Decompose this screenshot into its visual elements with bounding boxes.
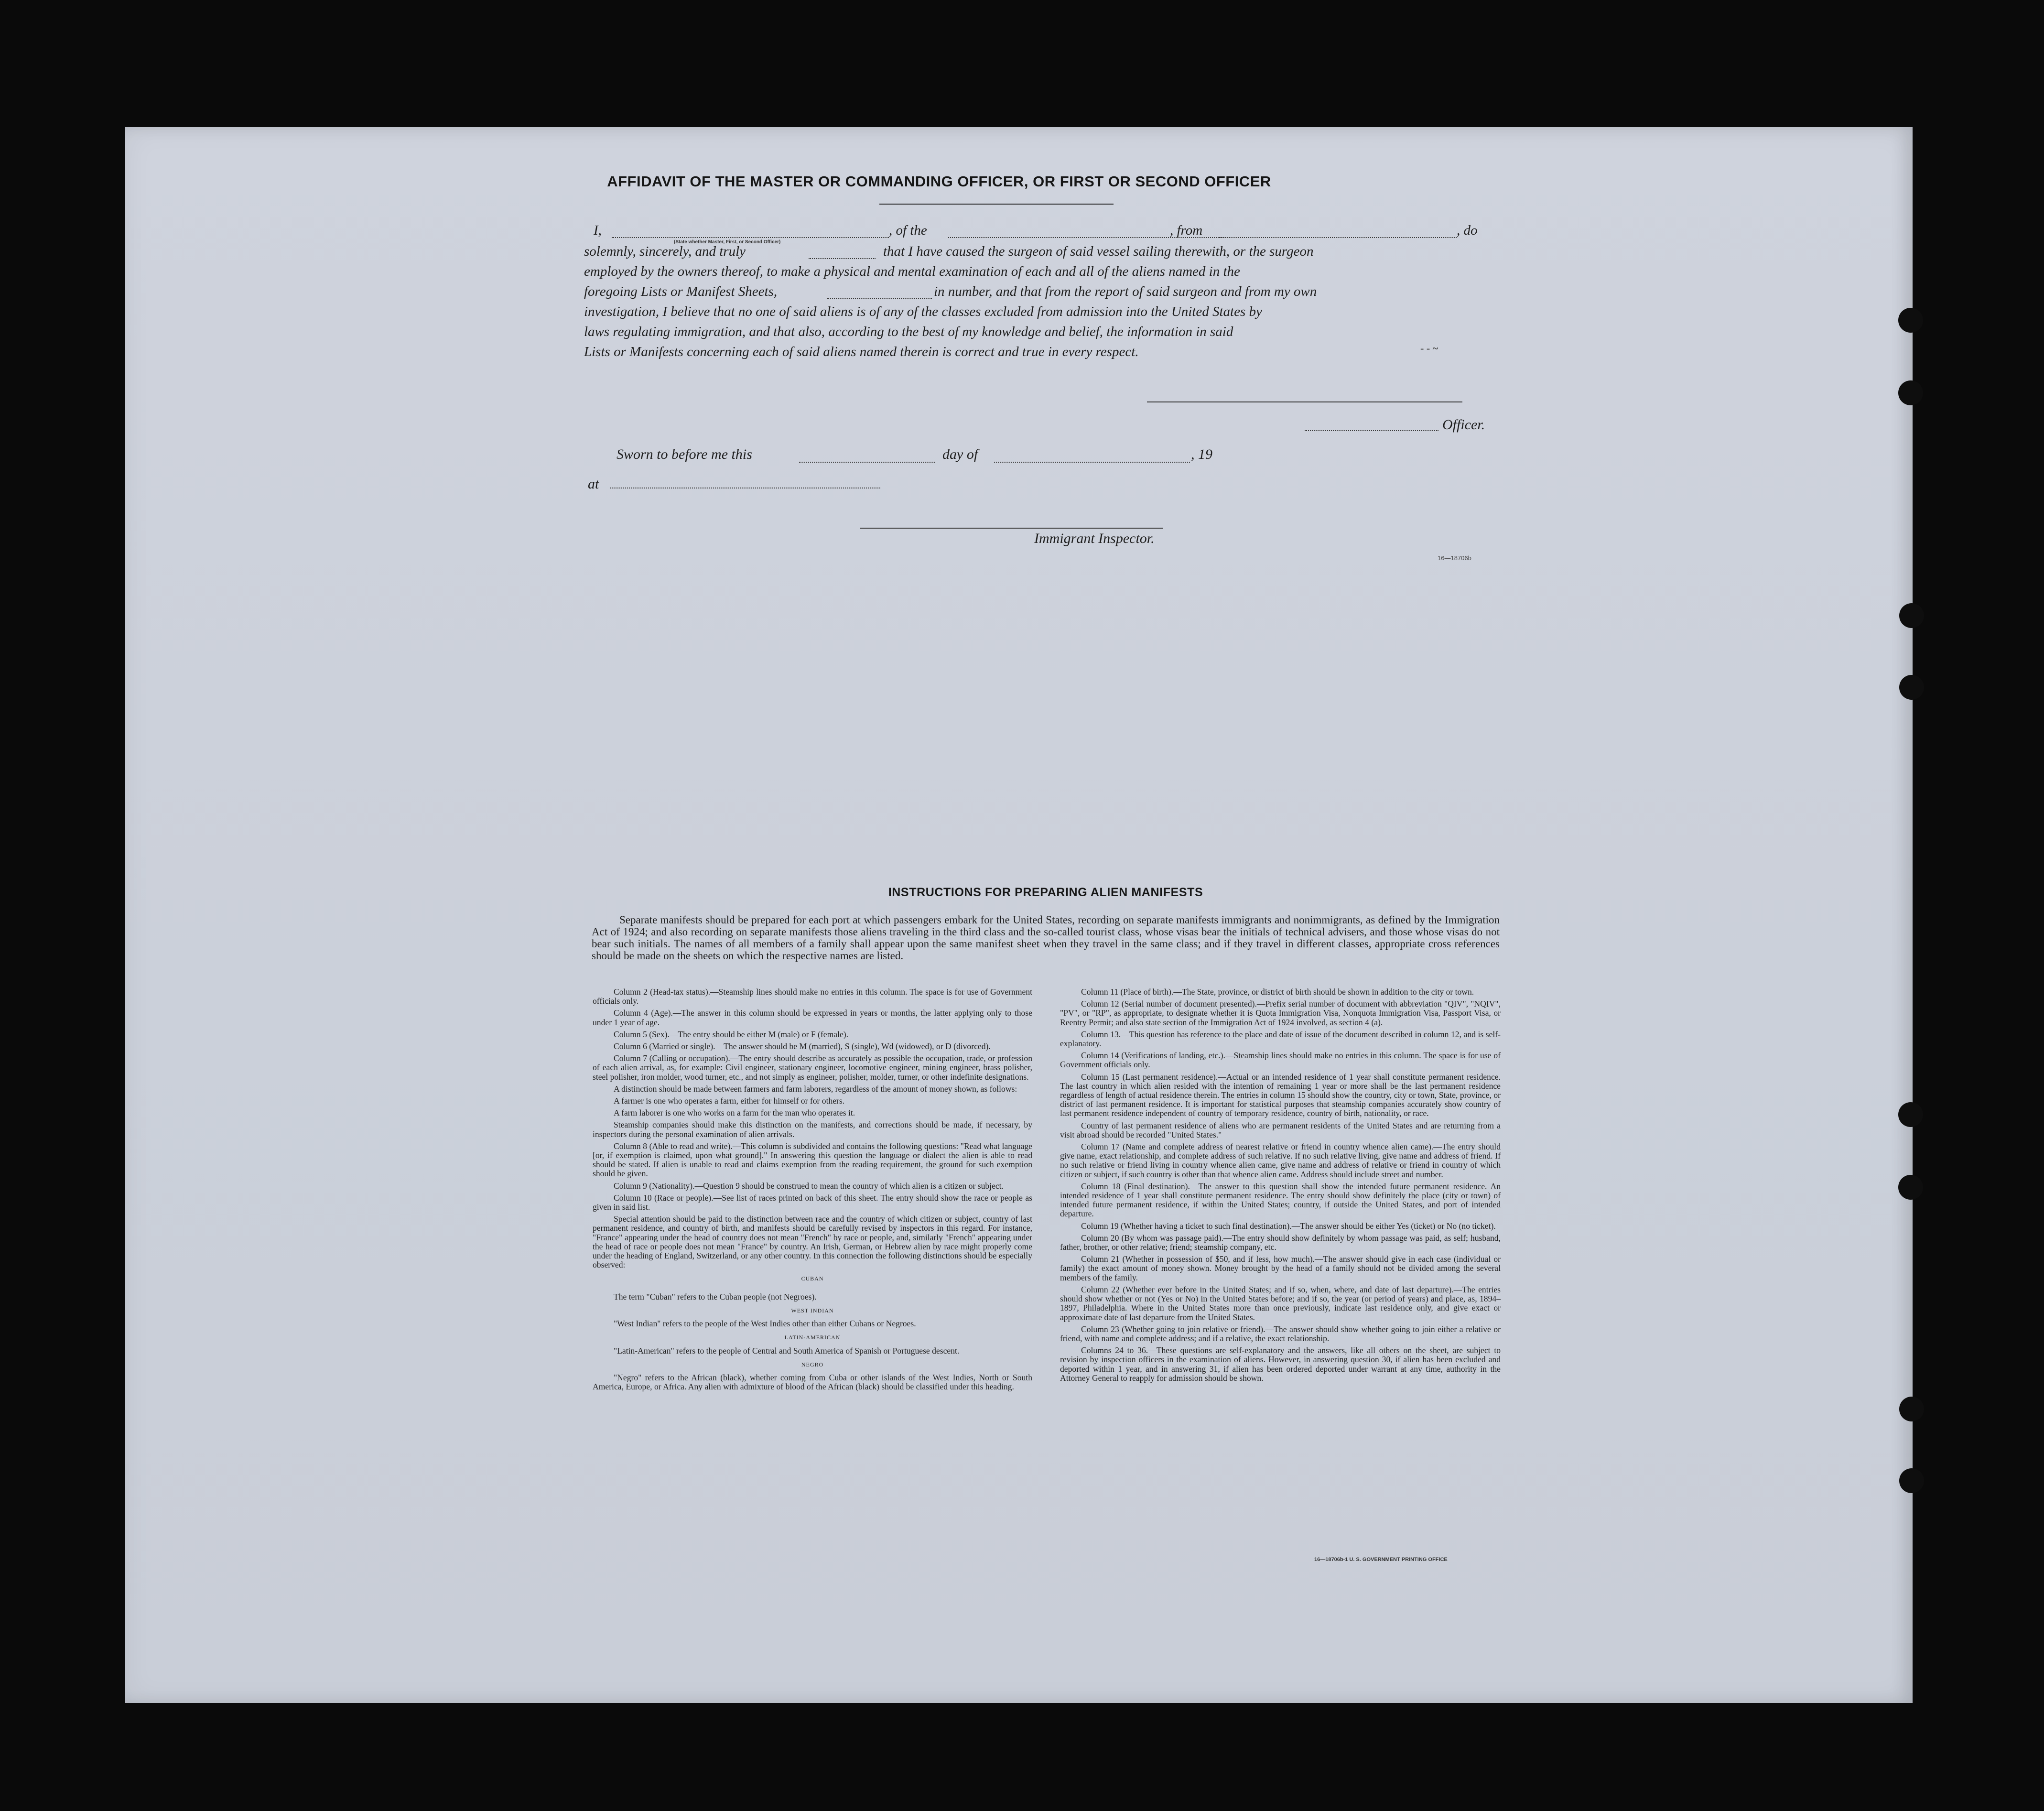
instruction-paragraph: Column 18 (Final destination).—The answer to this question shall show the intended future permanent residence. An intended residence of 1 year shall constitute permanent residence. The entry should show definitely the place (city or town) of intended future permanent residence, if within the United States; country, if outside the United States, and port of intended departure. (1060, 1181, 1501, 1219)
printer-imprint: 16—18706b-1 U. S. GOVERNMENT PRINTING OFFICE (1314, 1557, 1448, 1562)
affidavit-line-6-text: laws regulating immigration, and that also, according to the best of my knowledge and belief, the information in said (584, 324, 1233, 339)
ink-bleed-mark: - - ~ (1420, 342, 1438, 354)
punch-hole (1898, 1175, 1923, 1200)
instructions-right-column (1060, 987, 1501, 1386)
affidavit-line-3 (584, 264, 1494, 285)
instruction-paragraph: Column 6 (Married or single).—The answer should be M (married), S (single), Wd (widowed), or D (divorced). (614, 1041, 991, 1052)
punch-hole (1899, 603, 1924, 628)
subheading-cuban: CUBAN (801, 1275, 824, 1282)
affidavit-from: , from (1170, 223, 1203, 238)
inspector-signature-line[interactable] (860, 528, 1163, 529)
affidavit-line-4 (584, 284, 1494, 305)
affidavit-line-4-end: in number, and that from the report of said surgeon and from my own (934, 284, 1317, 299)
punch-hole (1899, 1397, 1924, 1421)
officer-rank-caption: (State whether Master, First, or Second Officer) (674, 239, 781, 245)
instruction-paragraph: Column 12 (Serial number of document presented).—Prefix serial number of document with abbreviation "QIV", "NQIV", "PV", or "RP", as appropriate, to designate whether it is Quota Immigration Visa, Nonquota Immigration Visa, Passport Visa, or Reentry Permit; and also state section of the Immigration Act of 1924 involved, as section 4 (a). (1060, 999, 1501, 1027)
instruction-paragraph: Column 22 (Whether ever before in the United States; and if so, when, where, and date of last departure).—The entries should show whether or not (Yes or No) in the United States before; and if so, the year (or period of years) and place, as, 1894–1897, Philadelphia. Where in the United States more than once previously, indicate last residence only, and give exact or approximate date of last departure from the United States. (1060, 1284, 1501, 1322)
definition-cuban: The term "Cuban" refers to the Cuban people (not Negroes). (614, 1291, 817, 1301)
instruction-paragraph: Column 8 (Able to read and write).—This column is subdivided and contains the following questions: "Read what language [or, if exemption is claimed, upon what ground]." In answering this question the language or dialect the alien is able to read should be stated. If alien is unable to read and claims exemption from the reading requirement, the ground for such exemption should be given. (593, 1141, 1032, 1179)
instruction-paragraph: Steamship companies should make this distinction on the manifests, and corrections should be made, if necessary, by inspectors during the personal examination of alien arrivals. (593, 1120, 1032, 1139)
instruction-paragraph: Column 13.—This question has reference to the place and date of issue of the document described in column 12, and is self-explanatory. (1060, 1029, 1501, 1049)
instruction-paragraph: Column 10 (Race or people).—See list of races printed on back of this sheet. The entry should show the race or people as given in said list. (593, 1193, 1032, 1212)
instruction-paragraph: Column 15 (Last permanent residence).—Actual or an intended residence of 1 year shall constitute permanent residence. The last country in which alien resided with the intention of remaining 1 year or more shall be the last permanent residence regardless of length of actual residence therein. The entries in column 15 should show the country, city or town, State, province, or district of last permanent residence. It is important for statistical purposes that steamship companies accurately show country of last permanent residence independent of country of temporary residence, country of birth, nationality, or race. (1060, 1072, 1501, 1118)
instructions-intro: Separate manifests should be prepared for each port at which passengers embark for the United States, recording on separate manifests immigrants and nonimmigrants, as defined by the Immigration Act of 1924; and also recording on separate manifests those aliens traveling in the third class and the so-called tourist class, whose visas bear the initials of technical advisers, and those whose visas do not bear such initials. The names of all members of a family shall appear upon the same manifest sheet when they travel in the same class; and if they travel in different classes, appropriate cross references should be made on the sheets on which the respective names are listed. (592, 914, 1500, 962)
officer-label: Officer. (1442, 417, 1485, 433)
instruction-paragraph: Column 21 (Whether in possession of $50, and if less, how much).—The answer should give in each case (individual or family) the exact amount of money shown. Money brought by the head of a family should not be divided among the several members of the family. (1060, 1254, 1501, 1282)
punch-hole (1899, 675, 1924, 700)
instruction-paragraph: Column 23 (Whether going to join relative or friend).—The answer should show whether going to join either a relative or friend, with name and complete address; and if a relative, the exact relationship. (1060, 1324, 1501, 1343)
title-divider (879, 204, 1114, 205)
year-prefix: , 19 (1191, 446, 1212, 462)
punch-hole (1899, 1468, 1924, 1493)
affidavit-line-3-text: employed by the owners thereof, to make a physical and mental examination of each and all of the aliens named in the (584, 264, 1240, 279)
instruction-paragraph: Column 20 (By whom was passage paid).—The entry should show definitely by whom passage was paid, as self; husband, father, brother, or other relative; friend; steamship company, etc. (1060, 1233, 1501, 1252)
officer-signature-line[interactable] (1147, 401, 1462, 402)
instruction-paragraph: Column 14 (Verifications of landing, etc.).—Steamship lines should make no entries in this column. The space is for use of Government officials only. (1060, 1051, 1501, 1070)
instruction-paragraph: A distinction should be made between farmers and farm laborers, regardless of the amount of money shown, as follows: (614, 1084, 1017, 1094)
day-of-text: day of (942, 446, 978, 462)
inspector-label: Immigrant Inspector. (1034, 531, 1155, 546)
affidavit-line-2 (584, 244, 1494, 265)
affidavit-title: AFFIDAVIT OF THE MASTER OR COMMANDING OFFICER, OR FIRST OR SECOND OFFICER (607, 173, 1271, 190)
instruction-paragraph: Columns 24 to 36.—These questions are self-explanatory and the answers, like all others on the sheet, are subject to revision by inspection officers in the examination of aliens. However, in answering question 30, if alien has been excluded and deported within 1 year, and in answering 31, if alien has been ordered deported under warrant at any time, authority in the Attorney General to reapply for admission should be shown. (1060, 1345, 1501, 1383)
definition-negro: "Negro" refers to the African (black), whether coming from Cuba or other islands of the West Indies, North or South America, Europe, or Africa. Any alien with admixture of blood of the African (black) should be classified under this heading. (593, 1372, 1032, 1392)
instruction-paragraph: Column 2 (Head-tax status).—Steamship lines should make no entries in this column. The space is for use of Government officials only. (593, 987, 1032, 1006)
instruction-paragraph: Column 11 (Place of birth).—The State, province, or district of birth should be shown in addition to the city or town. (1081, 987, 1474, 997)
instruction-paragraph: Column 7 (Calling or occupation).—The entry should describe as accurately as possible the occupation, trade, or profession of each alien arrival, as, for example: Civil engineer, stationary engineer, locomotive engineer, mining engineer, brass polisher, steel polisher, iron molder, wood turner, etc., and not simply as engineer, polisher, molder, turner, or other indefinite designations. (593, 1053, 1032, 1082)
oath-form-field[interactable] (809, 258, 876, 259)
affidavit-line-7 (584, 344, 1494, 365)
affidavit-line-4-start: foregoing Lists or Manifest Sheets, (584, 284, 778, 299)
definition-latin-american: "Latin-American" refers to the people of Central and South America of Spanish or Portuguese descent. (614, 1345, 960, 1356)
instruction-paragraph: A farm laborer is one who works on a farm for the man who operates it. (614, 1108, 855, 1118)
affidavit-line-2-start: solemnly, sincerely, and truly (584, 244, 746, 259)
punch-hole (1898, 380, 1923, 405)
instruction-paragraph: Special attention should be paid to the distinction between race and the country of which citizen or subject, country of last permanent residence, and country of birth, and manifests should be carefully revised by inspectors in this regard. For instance, "France" appearing under the head of country does not mean "French" by race or people, and, similarly "French" appearing under the head of race or people does not mean "France" by country. An Irish, German, or Hebrew alien by race might properly come under the heading of England, Switzerland, or any other country. In this connection the following distinctions should be especially observed: (593, 1214, 1032, 1270)
instructions-title: INSTRUCTIONS FOR PREPARING ALIEN MANIFESTS (888, 886, 1203, 899)
subheading-latin-american: LATIN-AMERICAN (784, 1334, 841, 1341)
subheading-negro: NEGRO (801, 1361, 824, 1368)
form-number: 16—18706b (1438, 554, 1471, 562)
instructions-left-column (593, 987, 1032, 1394)
at-label: at (588, 476, 599, 492)
instruction-paragraph: Column 9 (Nationality).—Question 9 should be construed to mean the country of which alien is a citizen or subject. (614, 1181, 1004, 1191)
affidavit-line-7-text: Lists or Manifests concerning each of said aliens named therein is correct and true in every respect. (584, 344, 1139, 359)
instruction-paragraph: Column 19 (Whether having a ticket to such final destination).—The answer should be either Yes (ticket) or No (no ticket). (1081, 1221, 1496, 1231)
affidavit-line-6 (584, 324, 1494, 345)
definition-west-indian: "West Indian" refers to the people of the West Indies other than either Cubans or Negroes. (614, 1319, 916, 1329)
officer-title-field[interactable] (1305, 430, 1438, 431)
instruction-paragraph: Column 4 (Age).—The answer in this column should be expressed in years or months, the latter applying only to those under 1 year of age. (593, 1008, 1032, 1027)
port-from-field[interactable] (1218, 237, 1457, 238)
affidavit-i: I, (594, 223, 602, 238)
affidavit-do: , do (1457, 223, 1478, 238)
affidavit-line-2-end: that I have caused the surgeon of said vessel sailing therewith, or the surgeon (883, 244, 1314, 259)
instruction-paragraph: A farmer is one who operates a farm, either for himself or for others. (614, 1096, 845, 1106)
affidavit-line-5-text: investigation, I believe that no one of said aliens is of any of the classes excluded from admission into the United States by (584, 304, 1262, 319)
subheading-west-indian: WEST INDIAN (791, 1307, 834, 1314)
sworn-text: Sworn to before me this (616, 446, 752, 462)
sheet-count-field[interactable] (827, 298, 932, 299)
affidavit-line-5 (584, 304, 1494, 325)
officer-name-field[interactable] (612, 237, 889, 238)
punch-hole (1898, 308, 1923, 333)
instruction-paragraph: Column 5 (Sex).—The entry should be either M (male) or F (female). (614, 1029, 849, 1039)
affidavit-of-the: , of the (889, 223, 927, 238)
instruction-paragraph: Column 17 (Name and complete address of nearest relative or friend in country whence alien came).—The entry should give name, exact relationship, and complete address of such relative. If no such relative living, give name and address of friend. If no such relative or friend living in country whence alien came, give name and address of relative or friend in country of which citizen or subject, if such country is other than that whence alien came. Address should include street and number. (1060, 1142, 1501, 1179)
instruction-paragraph: Country of last permanent residence of aliens who are permanent residents of the United States and are returning from a visit abroad should be recorded "United States." (1060, 1120, 1501, 1139)
sworn-day-field[interactable] (799, 462, 935, 463)
sworn-month-field[interactable] (994, 462, 1190, 463)
punch-hole (1898, 1102, 1923, 1127)
